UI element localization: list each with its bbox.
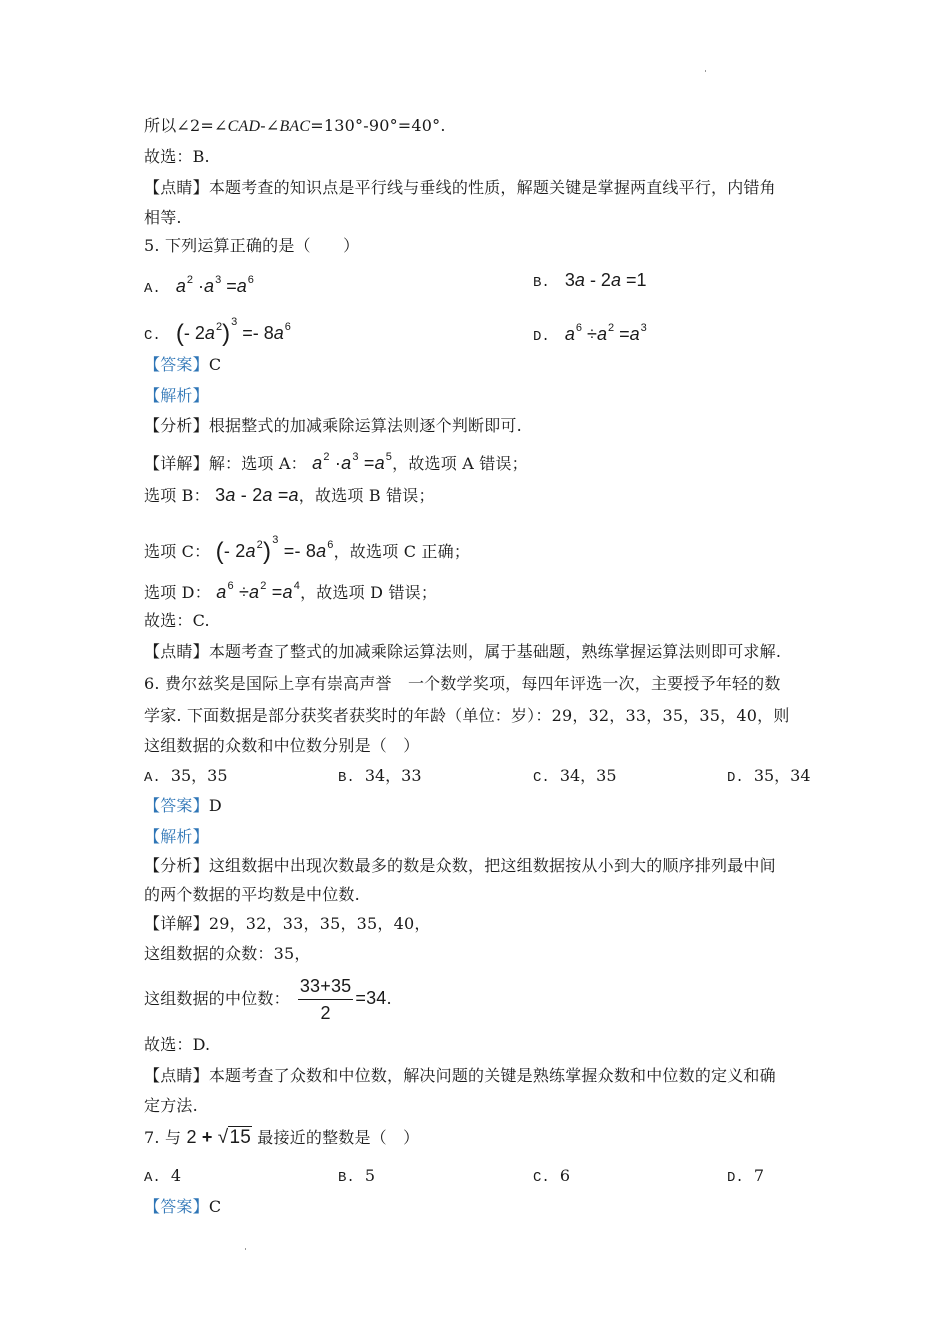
q5-answer — [144, 355, 221, 375]
text: 7. 与 — [144, 1128, 182, 1147]
q5-xiangjie-b — [144, 485, 435, 506]
fenxi-label: 【分析】 — [144, 416, 209, 435]
q5-stem: 5. 下列运算正确的是（ ） — [144, 236, 360, 255]
text: 最接近的整数是（ ） — [257, 1128, 420, 1147]
angle-cad: CAD — [227, 118, 261, 135]
expr-c: (- $2a^2)^3 =- 8a^6$ — [215, 534, 334, 565]
answer-label: 【答案】 — [144, 796, 209, 815]
text: 选项 C： — [144, 542, 211, 561]
option-label: B. — [338, 770, 355, 786]
q6-stem-line1: 6. 费尔兹奖是国际上享有崇高声誉 一个数学奖项，每四年评选一次，主要授予年轻的数 — [144, 674, 781, 693]
prev-choose: 故选：B. — [144, 147, 210, 166]
fenxi-label: 【分析】 — [144, 856, 209, 875]
answer-label: 【答案】 — [144, 1197, 209, 1216]
dianjing-text: 本题考查了整式的加减乘除运算法则，属于基础题，熟练掌握运算法则即可求解. — [208, 642, 782, 661]
q5-jiexi-label: 【解析】 — [144, 386, 209, 405]
xiangjie-label: 【详解】 — [144, 914, 209, 933]
text: ，故选项 A 错误； — [392, 454, 528, 473]
fraction-numerator: 33+35 — [298, 975, 354, 1000]
median-fraction — [298, 975, 354, 1024]
q5-xiangjie-d — [144, 576, 437, 603]
text: 解：选项 A： — [208, 454, 307, 473]
option-label: B. — [338, 1170, 355, 1186]
option-value: 6 — [559, 1166, 570, 1185]
q6-answer — [144, 796, 222, 816]
option-value: 34，33 — [364, 766, 422, 785]
dianjing-text: 本题考查的知识点是平行线与垂线的性质，解题关键是掌握两直线平行，内错角 — [208, 178, 776, 197]
fenxi-text: 这组数据中出现次数最多的数是众数，把这组数据按从小到大的顺序排列最中间 — [208, 856, 776, 875]
q6-stem-line2: 学家. 下面数据是部分获奖者获奖时的年龄（单位：岁）：29，32，33，35，35，40，则 — [144, 706, 790, 725]
q7-stem — [144, 1127, 419, 1148]
option-expr: 3a - 2a =1 — [564, 270, 647, 290]
q5-fenxi — [144, 416, 522, 436]
option-value: 4 — [170, 1166, 181, 1185]
page-mark — [705, 70, 706, 72]
text: 选项 D： — [144, 583, 211, 602]
q6-stem-line3: 这组数据的众数和中位数分别是（ ） — [144, 736, 420, 755]
q6-option-d — [727, 766, 811, 788]
expr-plus: + — [201, 1127, 213, 1147]
q7-expression — [186, 1127, 252, 1147]
expr-b: 3a - 2a =a — [215, 485, 299, 505]
text: -∠ — [260, 116, 280, 135]
q7-option-c — [533, 1166, 570, 1188]
option-label: A. — [144, 770, 161, 786]
option-label: D. — [727, 1170, 744, 1186]
text: ，故选项 D 错误； — [300, 583, 438, 602]
dianjing-text: 本题考查了众数和中位数，解决问题的关键是熟练掌握众数和中位数的定义和确 — [208, 1066, 776, 1085]
q6-mode-line: 这组数据的众数：35， — [144, 944, 311, 963]
radicand: 15 — [229, 1127, 251, 1148]
q5-dianjing — [144, 642, 781, 662]
text: 所以∠2=∠ — [144, 116, 228, 135]
q5-choose: 故选：C. — [144, 611, 210, 630]
expr-a: $a^2 \cdot a^3 =a^5$ — [312, 451, 393, 473]
option-label: D. — [727, 770, 744, 786]
expr-d: $a^6 \div a^2 =a^4$ — [216, 580, 301, 602]
option-expr: $a^6 \div a^2 =a^3$ — [564, 322, 647, 344]
dianjing-label: 【点睛】 — [144, 642, 209, 661]
q6-dianjing — [144, 1066, 776, 1086]
prev-dianjing — [144, 178, 776, 198]
text: 这组数据的中位数： — [144, 989, 290, 1008]
expr-int: 2 — [186, 1127, 197, 1147]
option-label: C. — [144, 328, 161, 344]
answer-label: 【答案】 — [144, 355, 209, 374]
q6-choose: 故选：D. — [144, 1035, 211, 1054]
angle-bac: BAC — [279, 118, 311, 135]
q5-option-c — [144, 312, 291, 346]
q7-option-a — [144, 1166, 181, 1188]
q5-option-d — [533, 318, 647, 347]
prev-dianjing-cont: 相等. — [144, 208, 182, 227]
prev-conclusion-line — [144, 116, 446, 137]
q6-dianjing-cont: 定方法. — [144, 1096, 198, 1115]
q5-xiangjie-a — [144, 447, 528, 474]
q6-option-a — [144, 766, 228, 788]
option-value: 7 — [753, 1166, 764, 1185]
q5-option-b — [533, 270, 647, 293]
option-expr: $a^2 \cdot a^3 =a^6$ — [175, 274, 254, 296]
option-label: C. — [533, 1170, 550, 1186]
dianjing-label: 【点睛】 — [144, 1066, 209, 1085]
q6-option-c — [533, 766, 617, 788]
q6-median-line — [144, 972, 392, 1025]
fraction-denominator: 2 — [320, 1003, 331, 1023]
q6-xiangjie — [144, 914, 431, 934]
text: . — [386, 989, 392, 1008]
option-value: 35，34 — [753, 766, 811, 785]
text: ，故选项 B 错误； — [298, 486, 435, 505]
answer-value: D — [208, 796, 222, 815]
xiangjie-label: 【详解】 — [144, 454, 209, 473]
answer-value: C — [208, 355, 222, 374]
q6-option-b — [338, 766, 422, 788]
option-value: 35，35 — [170, 766, 228, 785]
fenxi-text: 根据整式的加减乘除运算法则逐个判断即可. — [208, 416, 522, 435]
option-label: D. — [533, 329, 550, 345]
option-value: 34，35 — [559, 766, 617, 785]
q5-option-a — [144, 270, 254, 299]
option-label: A. — [144, 281, 161, 297]
option-label: C. — [533, 770, 550, 786]
q6-fenxi-cont: 的两个数据的平均数是中位数. — [144, 885, 360, 904]
q5-xiangjie-c — [144, 530, 471, 565]
sqrt-icon: √15 — [217, 1127, 251, 1148]
q6-fenxi — [144, 856, 776, 876]
page-mark — [245, 1248, 246, 1250]
dianjing-label: 【点睛】 — [144, 178, 209, 197]
q6-jiexi-label: 【解析】 — [144, 827, 209, 846]
median-result: =34 — [355, 988, 387, 1008]
xiangjie-text: 29，32，33，35，35，40， — [208, 914, 431, 933]
option-label: A. — [144, 1170, 161, 1186]
q7-option-d — [727, 1166, 764, 1188]
option-label: B. — [533, 275, 550, 291]
option-value: 5 — [364, 1166, 375, 1185]
answer-value: C — [208, 1197, 222, 1216]
q7-answer — [144, 1197, 221, 1217]
text: 选项 B： — [144, 486, 210, 505]
text: =130°-90°=40°. — [310, 116, 446, 135]
option-expr: (- $2a^2)^3 =- 8a^6$ — [175, 316, 291, 347]
q7-option-b — [338, 1166, 375, 1188]
text: ，故选项 C 正确； — [333, 542, 471, 561]
